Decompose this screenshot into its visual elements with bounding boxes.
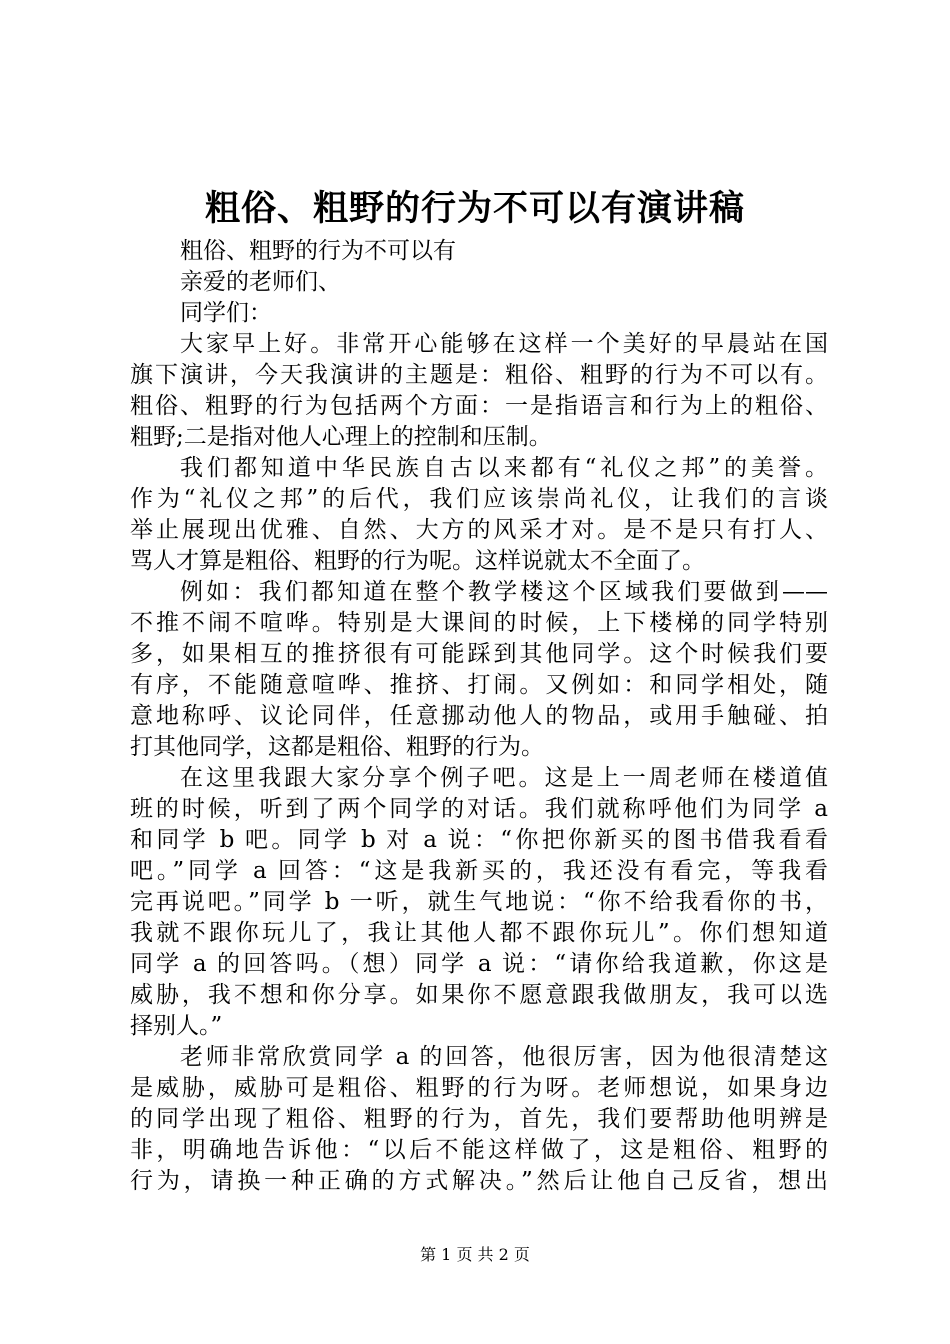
text-line: 旗下演讲，今天我演讲的主题是：粗俗、粗野的行为不可以有。 — [130, 362, 828, 388]
text-line: 完再说吧。”同学 b 一听，就生气地说：“你不给我看你的书， — [130, 889, 828, 915]
text-line: 同学 a 的回答吗。（想）同学 a 说：“请你给我道歉，你这是 — [130, 951, 828, 977]
document-title: 粗俗、粗野的行为不可以有演讲稿 — [204, 188, 745, 229]
text-line: 多，如果相互的推挤很有可能踩到其他同学。这个时候我们要 — [130, 641, 828, 667]
text-line: 班的时候，听到了两个同学的对话。我们就称呼他们为同学 a — [130, 796, 828, 822]
text-line: 威胁，我不想和你分享。如果你不愿意跟我做朋友，我可以选 — [130, 982, 828, 1008]
text-line: 骂人才算是粗俗、粗野的行为呢。这样说就太不全面了。 — [130, 548, 705, 574]
text-line: 粗俗、粗野的行为不可以有 — [180, 238, 456, 264]
text-line: 有序，不能随意喧哗、推挤、打闹。又例如：和同学相处，随 — [130, 672, 828, 698]
text-line: 我就不跟你玩儿了，我让其他人都不跟你玩儿”。你们想知道 — [130, 920, 828, 946]
text-line: 不推不闹不喧哗。特别是大课间的时候，上下楼梯的同学特别 — [130, 610, 828, 636]
page-footer: 第 1 页 共 2 页 — [420, 1245, 530, 1264]
text-line: 择别人。” — [130, 1013, 223, 1039]
text-line: 和同学 b 吧。同学 b 对 a 说：“你把你新买的图书借我看看 — [130, 827, 828, 853]
text-line: 粗俗、粗野的行为包括两个方面：一是指语言和行为上的粗俗、 — [130, 393, 828, 419]
text-line: 打其他同学，这都是粗俗、粗野的行为。 — [130, 734, 544, 760]
text-line: 非，明确地告诉他：“以后不能这样做了，这是粗俗、粗野的 — [130, 1137, 828, 1163]
text-line: 在这里我跟大家分享个例子吧。这是上一周老师在楼道值 — [180, 765, 828, 791]
text-line: 例如：我们都知道在整个教学楼这个区域我们要做到—— — [180, 579, 828, 605]
text-line: 粗野;二是指对他人心理上的控制和压制。 — [130, 424, 552, 450]
text-line: 亲爱的老师们、 — [180, 269, 341, 295]
text-line: 老师非常欣赏同学 a 的回答，他很厉害，因为他很清楚这 — [180, 1044, 828, 1070]
text-line: 行为，请换一种正确的方式解决。”然后让他自己反省，想出 — [130, 1168, 828, 1194]
text-line: 举止展现出优雅、自然、大方的风采才对。是不是只有打人、 — [130, 517, 828, 543]
text-line: 同学们： — [180, 300, 272, 326]
text-line: 我们都知道中华民族自古以来都有“礼仪之邦”的美誉。 — [180, 455, 828, 481]
text-line: 意地称呼、议论同伴，任意挪动他人的物品，或用手触碰、拍 — [130, 703, 828, 729]
text-line: 是威胁，威胁可是粗俗、粗野的行为呀。老师想说，如果身边 — [130, 1075, 828, 1101]
document-body — [130, 236, 828, 1197]
text-line: 大家早上好。非常开心能够在这样一个美好的早晨站在国 — [180, 331, 828, 357]
text-line: 吧。”同学 a 回答：“这是我新买的，我还没有看完，等我看 — [130, 858, 828, 884]
text-line: 的同学出现了粗俗、粗野的行为，首先，我们要帮助他明辨是 — [130, 1106, 828, 1132]
text-line: 作为“礼仪之邦”的后代，我们应该崇尚礼仪，让我们的言谈 — [130, 486, 828, 512]
